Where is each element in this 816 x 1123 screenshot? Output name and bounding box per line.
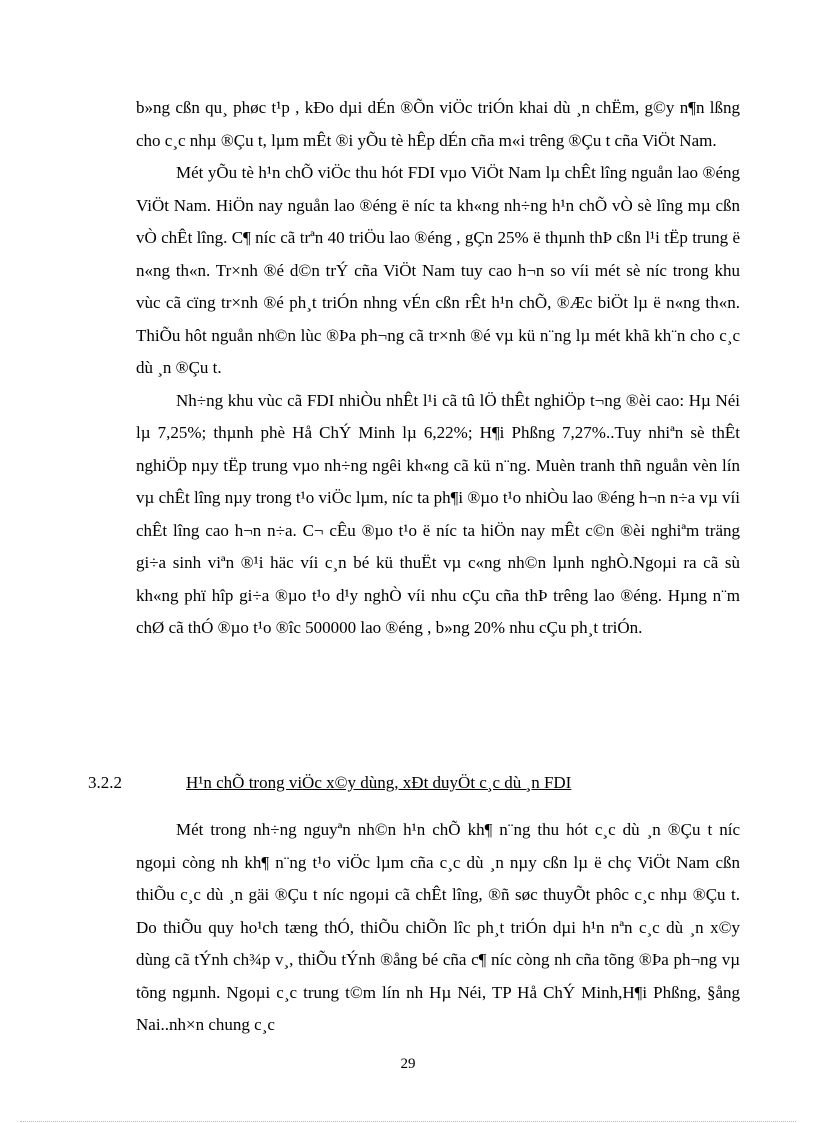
body-text-top	[136, 92, 740, 645]
body-text-bottom	[136, 814, 740, 1042]
page-number: 29	[400, 1056, 416, 1072]
paragraph-labor-quality: Mét yÕu tè h¹n chÕ viÖc thu hót FDI vµo ViÖt Nam lµ chÊt lîng nguån lao ®éng ViÖt Nam. HiÖn nay nguån lao ®éng ë níc ta kh«ng nh÷ng h¹n chÕ vÒ sè lîng mµ cßn vÒ chÊt lîng. C¶ níc cã trªn 40 triÖu lao ®éng , gÇn 25% ë thµnh thÞ cßn l¹i tËp trung ë n«ng th«n. Tr×nh ®é d©n trÝ cña ViÖt Nam tuy cao h¬n so víi mét sè níc trong khu vùc cã cïng tr×nh ®é ph¸t triÓn nhng vÉn cßn rÊt h¹n chÕ, ®Æc biÖt lµ ë n«ng th«n. ThiÕu hôt nguån nh©n lùc ®Þa ph¬ng cã tr×nh ®é vµ kü n¨ng lµ mét khã kh¨n cho c¸c dù ¸n ®Çu t.	[136, 163, 740, 377]
paragraph-continuation: b»ng cßn qu¸ phøc t¹p , kÐo dµi dÉn ®Õn viÖc triÓn khai dù ¸n chËm, g©y n¶n lßng cho c¸c nhµ ®Çu t, lµm mÊt ®i yÕu tè hÊp dÉn cña m«i trêng ®Çu t cña ViÖt Nam.	[136, 98, 740, 150]
paragraph-unemployment: Nh÷ng khu vùc cã FDI nhiÒu nhÊt l¹i cã tû lÖ thÊt nghiÖp t¬ng ®èi cao: Hµ Néi lµ 7,25%; thµnh phè Hå ChÝ Minh lµ 6,22%; H¶i Phßng 7,27%..Tuy nhiªn sè thÊt nghiÖp nµy tËp trung vµo nh÷ng ngêi kh«ng cã kü n¨ng. Muèn tranh thñ nguån vèn lín vµ chÊt lîng nµy trong t¹o viÖc lµm, níc ta ph¶i ®µo t¹o nhiÒu lao ®éng h¬n n÷a vµ víi chÊt lîng cao h¬n n÷a. C¬ cÊu ®µo t¹o ë níc ta hiÖn nay mÊt c©n ®èi nghiªm träng gi÷a sinh viªn ®¹i häc víi c¸n bé kü thuËt vµ c«ng nh©n lµnh nghÒ.Ngoµi ra cã sù kh«ng phï hîp gi÷a ®µo t¹o d¹y nghÒ víi nhu cÇu cña thÞ trêng lao ®éng. Hµng n¨m chØ cã thÓ ®µo t¹o ®îc 500000 lao ®éng , b»ng 20% nhu cÇu ph¸t triÓn.	[136, 390, 740, 637]
page-bottom-border	[20, 1121, 796, 1122]
paragraph-project-limitations: Mét trong nh÷ng nguyªn nh©n h¹n chÕ kh¶ n¨ng thu hót c¸c dù ¸n ®Çu t níc ngoµi còng nh kh¶ n¨ng t¹o viÖc lµm cña c¸c dù ¸n nµy cßn lµ ë chç ViÖt Nam cßn thiÕu c¸c dù ¸n gäi ®Çu t níc ngoµi cã chÊt lîng, ®ñ søc thuyÕt phôc c¸c nhµ ®Çu t. Do thiÕu quy ho¹ch tæng thÓ, thiÕu chiÕn lîc ph¸t triÓn dµi h¹n nªn c¸c dù ¸n x©y dùng cã tÝnh ch¾p v¸, thiÕu tÝnh ®ång bé cña c¶ níc còng nh cña tõng ®Þa ph¬ng vµ tõng ngµnh. Ngoµi c¸c trung t©m lín nh Hµ Néi, TP Hå ChÝ Minh,H¶i Phßng, §ång Nai..nh×n chung c¸c	[136, 820, 740, 1034]
section-title: H¹n chÕ trong viÖc x©y dùng, xÐt duyÖt c¸c dù ¸n FDI	[186, 773, 572, 792]
section-number: 3.2.2	[88, 773, 122, 792]
